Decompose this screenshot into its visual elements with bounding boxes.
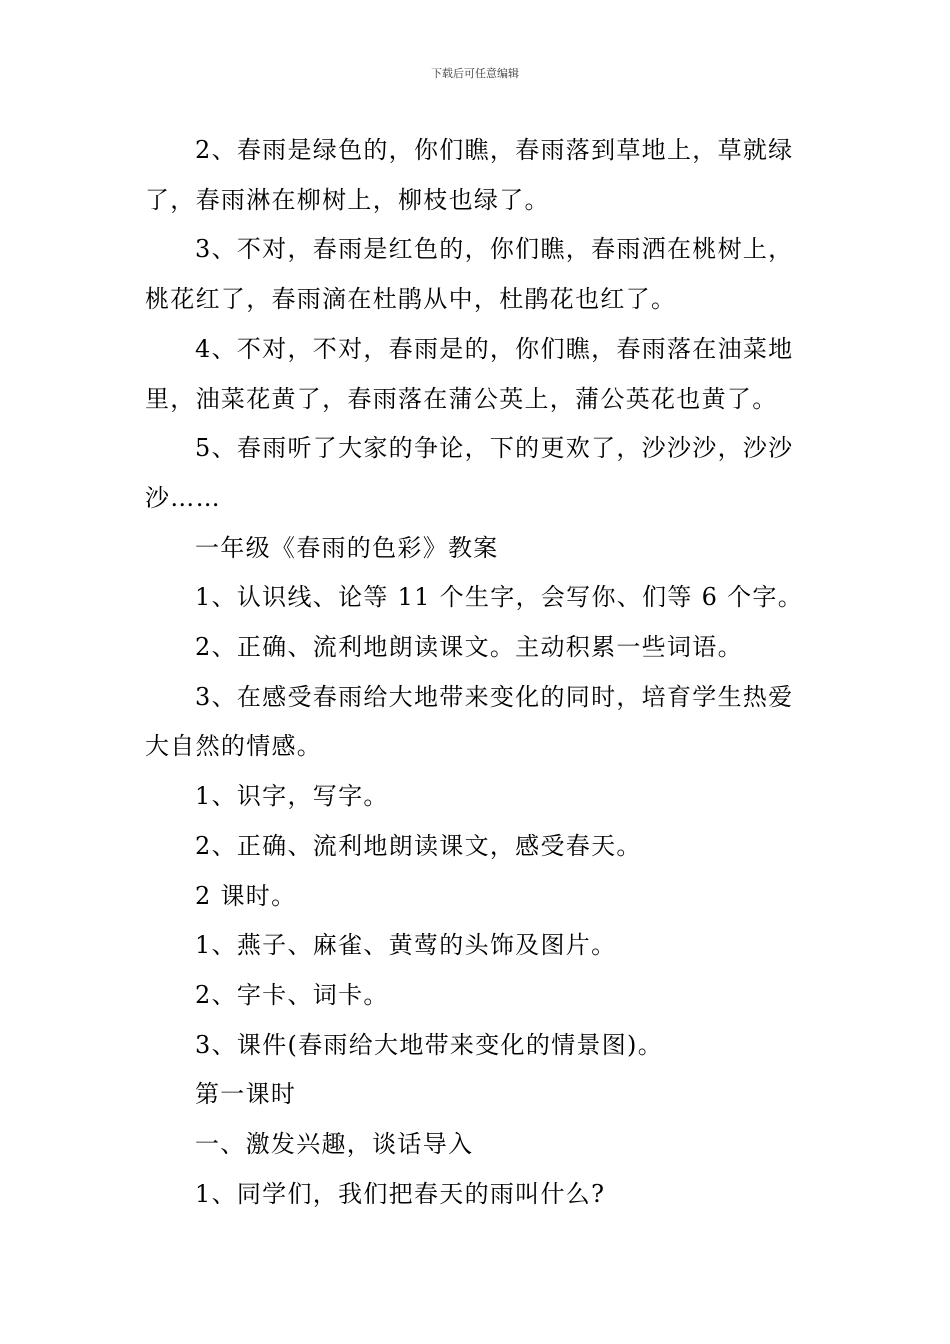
paragraph: 3、在感受春雨给大地带来变化的同时，培育学生热爱大自然的情感。 (145, 682, 794, 761)
paragraph: 1、燕子、麻雀、黄莺的头饰及图片。 (195, 931, 617, 960)
paragraph: 2、春雨是绿色的，你们瞧，春雨落到草地上，草就绿了，春雨淋在柳树上，柳枝也绿了。 (145, 136, 794, 214)
paragraph: 1、同学们，我们把春天的雨叫什么? (195, 1179, 606, 1208)
paragraph: 2、字卡、词卡。 (195, 980, 389, 1009)
section-heading: 第一课时 (195, 1080, 297, 1109)
paragraph: 2、正确、流利地朗读课文。主动积累一些词语。 (195, 633, 743, 662)
paragraph: 1、识字，写字。 (195, 782, 389, 811)
paragraph: 5、春雨听了大家的争论，下的更欢了，沙沙沙，沙沙沙…… (145, 434, 794, 512)
paragraph: 2、正确、流利地朗读课文，感受春天。 (195, 831, 642, 860)
section-heading: 一、激发兴趣，谈话导入 (195, 1130, 474, 1159)
paragraph: 2 课时。 (195, 881, 297, 910)
lesson-title: 一年级《春雨的色彩》教案 (195, 533, 499, 562)
document-body (145, 126, 810, 1219)
paragraph: 4、不对，不对，春雨是的，你们瞧，春雨落在油菜地里，油菜花黄了，春雨落在蒲公英上，蒲公英花也黄了。 (145, 334, 794, 413)
page-header-note: 下载后可任意编辑 (431, 67, 519, 80)
paragraph: 3、课件(春雨给大地带来变化的情景图)。 (195, 1030, 663, 1059)
paragraph: 1、认识线、论等 11 个生字，会写你、们等 6 个字。 (195, 583, 803, 612)
paragraph: 3、不对，春雨是红色的，你们瞧，春雨洒在桃树上，桃花红了，春雨滴在杜鹃从中，杜鹃花也红了。 (145, 235, 794, 314)
